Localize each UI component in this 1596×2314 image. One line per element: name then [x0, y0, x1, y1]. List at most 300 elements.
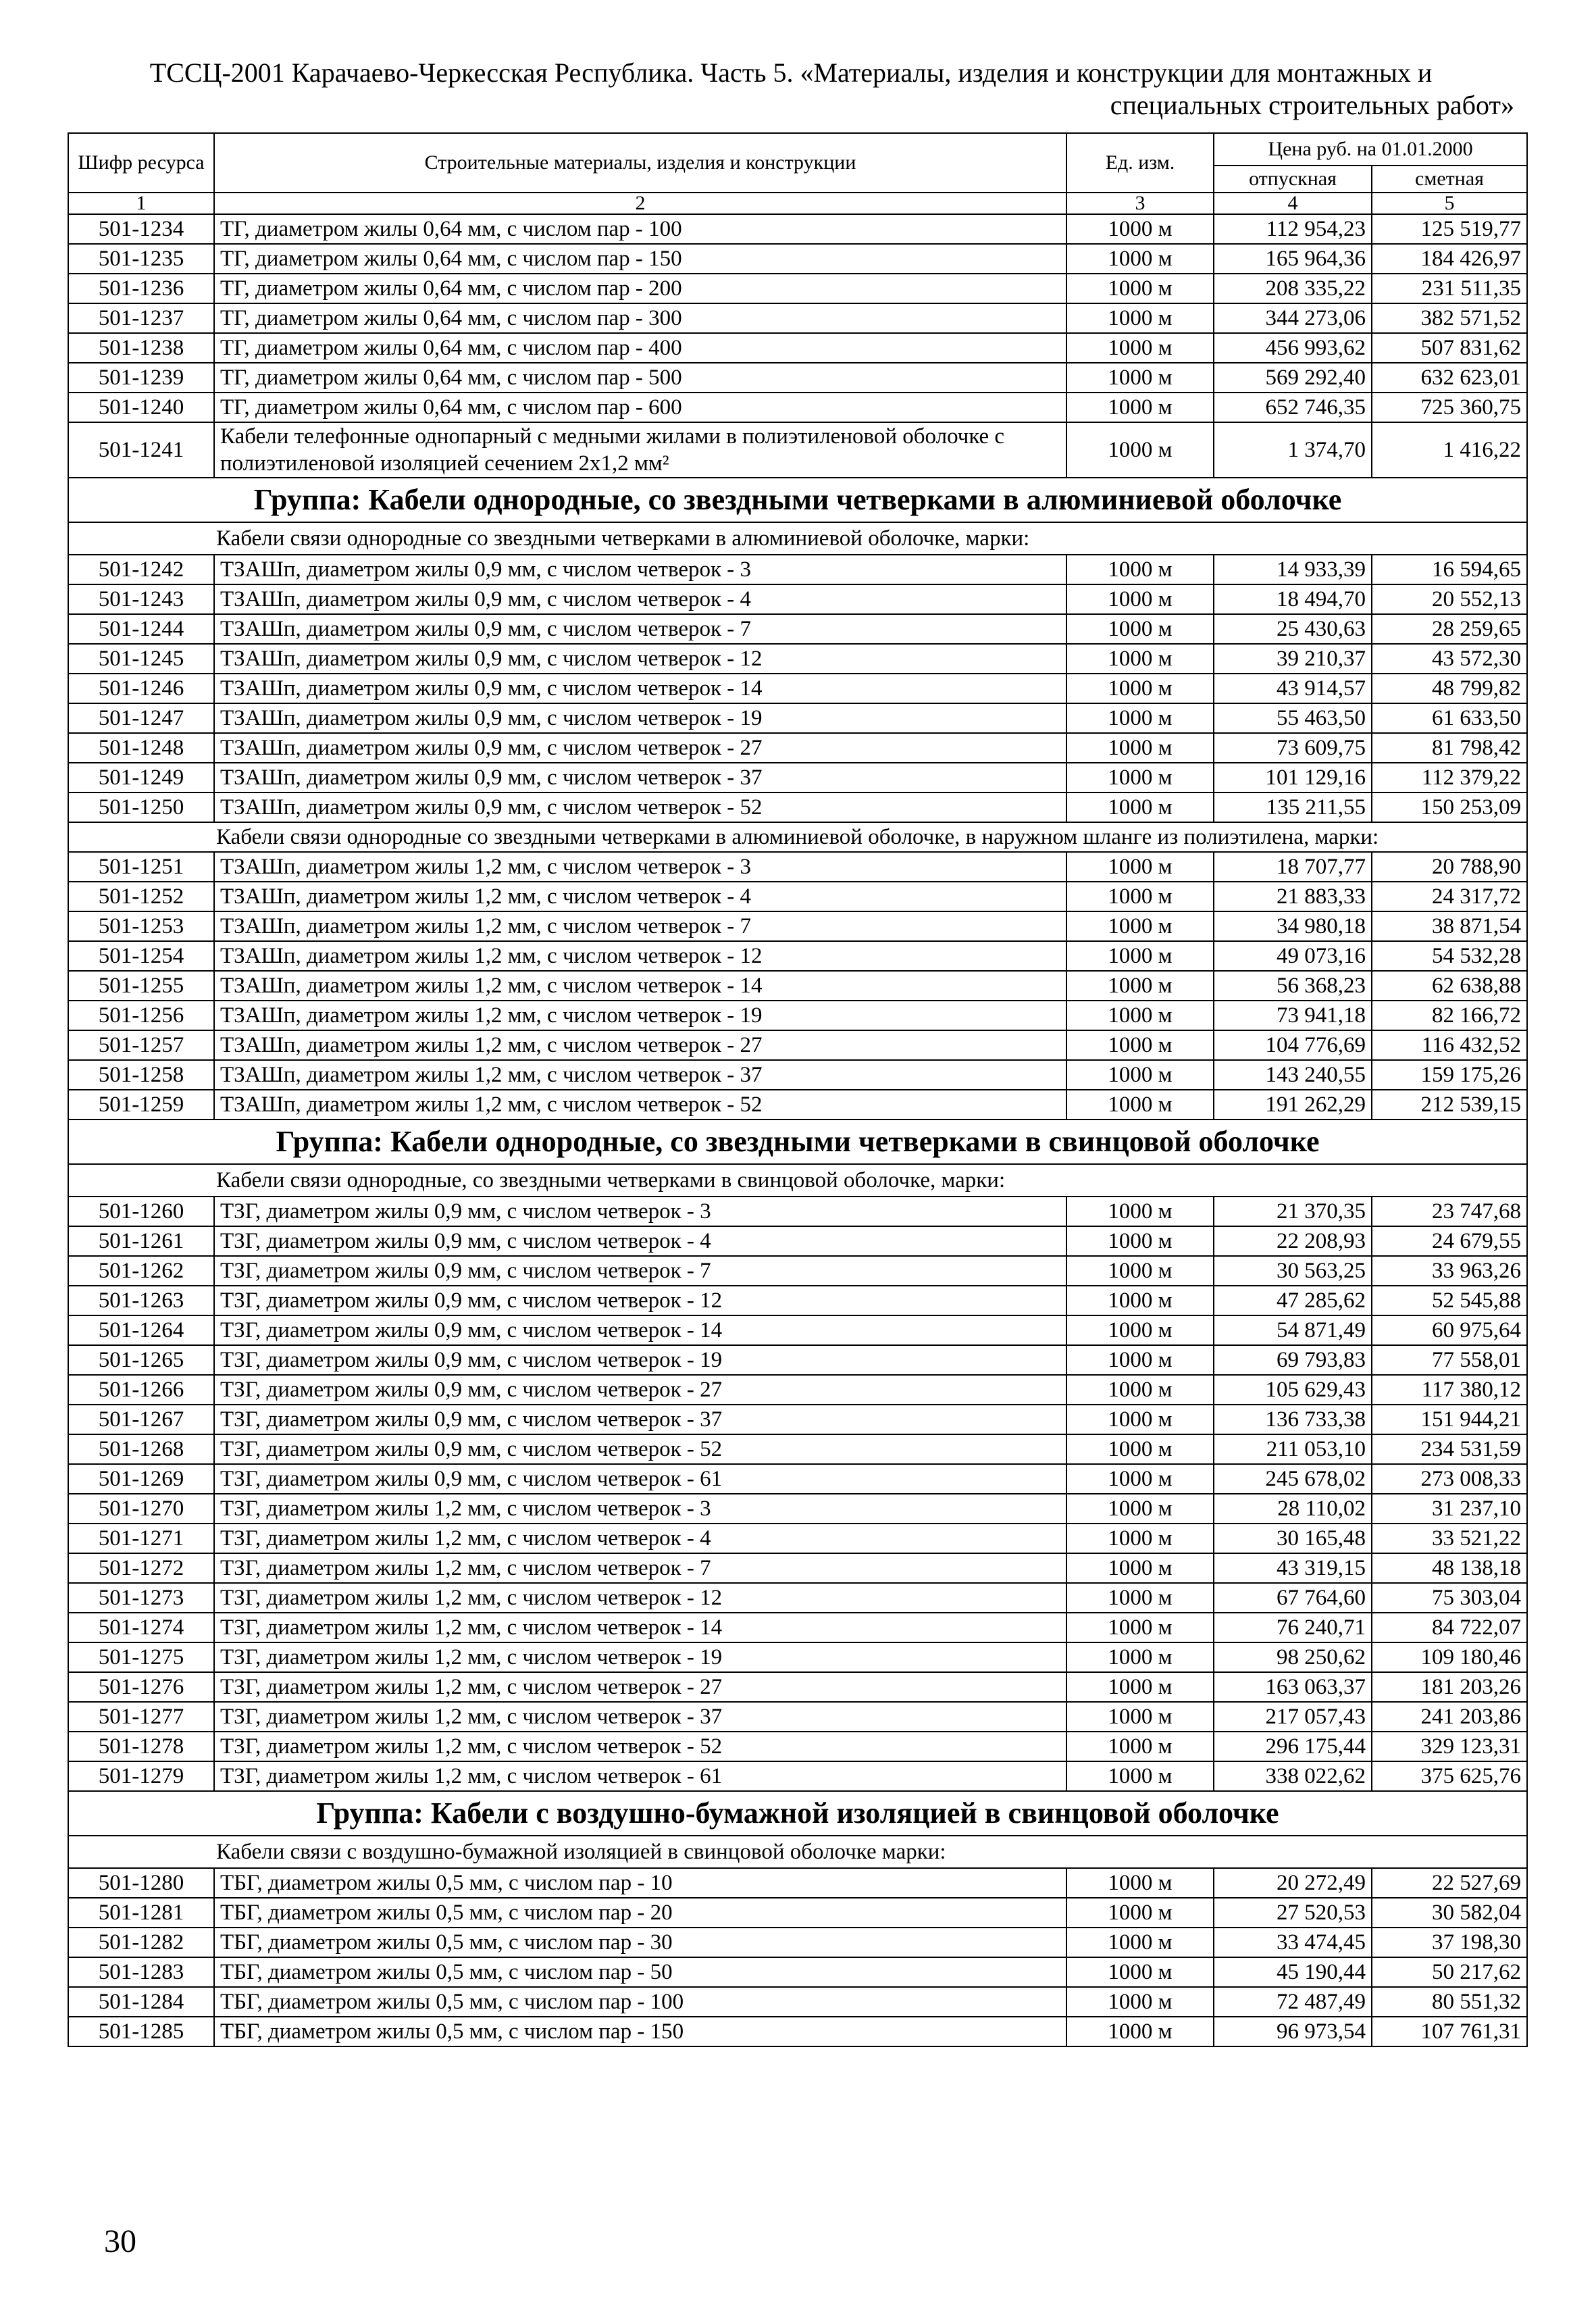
table-row	[68, 941, 1527, 971]
name-cell: ТБГ, диаметром жилы 0,5 мм, с числом пар - 150	[214, 2017, 1066, 2046]
rows-section-b	[68, 555, 1527, 822]
unit-cell: 1000 м	[1066, 763, 1214, 793]
unit-cell: 1000 м	[1066, 1928, 1214, 1957]
code-cell: 501-1248	[68, 733, 214, 763]
group-title: Группа: Кабели однородные, со звездными четверками в свинцовой оболочке	[68, 1120, 1527, 1164]
col-header-price-group: Цена руб. на 01.01.2000	[1214, 133, 1527, 166]
release-price-cell: 45 190,44	[1214, 1957, 1372, 1987]
col-header-name: Строительные материалы, изделия и конструкции	[214, 133, 1066, 193]
code-cell: 501-1283	[68, 1957, 214, 1987]
col-header-code: Шифр ресурса	[68, 133, 214, 193]
code-cell: 501-1277	[68, 1702, 214, 1732]
release-price-cell: 296 175,44	[1214, 1732, 1372, 1761]
table-row	[68, 1001, 1527, 1030]
code-cell: 501-1257	[68, 1030, 214, 1060]
name-cell: ТЗГ, диаметром жилы 0,9 мм, с числом четверок - 61	[214, 1464, 1066, 1494]
name-cell: ТЗАШп, диаметром жилы 1,2 мм, с числом четверок - 4	[214, 882, 1066, 911]
table-row	[68, 2017, 1527, 2046]
name-cell: ТЗГ, диаметром жилы 1,2 мм, с числом четверок - 4	[214, 1524, 1066, 1553]
unit-cell: 1000 м	[1066, 1315, 1214, 1345]
unit-cell: 1000 м	[1066, 703, 1214, 733]
estimate-price-cell: 125 519,77	[1372, 214, 1527, 244]
unit-cell: 1000 м	[1066, 584, 1214, 614]
table-row	[68, 644, 1527, 674]
code-cell: 501-1238	[68, 333, 214, 363]
name-cell: ТБГ, диаметром жилы 0,5 мм, с числом пар - 10	[214, 1868, 1066, 1898]
name-cell: ТЗГ, диаметром жилы 1,2 мм, с числом четверок - 52	[214, 1732, 1066, 1761]
code-cell: 501-1268	[68, 1434, 214, 1464]
estimate-price-cell: 159 175,26	[1372, 1060, 1527, 1090]
name-cell: ТЗАШп, диаметром жилы 0,9 мм, с числом четверок - 14	[214, 674, 1066, 703]
name-cell: ТЗАШп, диаметром жилы 1,2 мм, с числом четверок - 27	[214, 1030, 1066, 1060]
unit-cell: 1000 м	[1066, 1898, 1214, 1928]
release-price-cell: 56 368,23	[1214, 971, 1372, 1001]
name-cell: ТЗГ, диаметром жилы 0,9 мм, с числом четверок - 3	[214, 1197, 1066, 1226]
table-row	[68, 333, 1527, 363]
name-cell: ТЗАШп, диаметром жилы 0,9 мм, с числом четверок - 3	[214, 555, 1066, 584]
name-cell: ТЗАШп, диаметром жилы 1,2 мм, с числом четверок - 7	[214, 911, 1066, 941]
estimate-price-cell: 212 539,15	[1372, 1090, 1527, 1120]
estimate-price-cell: 241 203,86	[1372, 1702, 1527, 1732]
release-price-cell: 18 707,77	[1214, 852, 1372, 882]
code-cell: 501-1253	[68, 911, 214, 941]
release-price-cell: 43 319,15	[1214, 1553, 1372, 1583]
table-row	[68, 1434, 1527, 1464]
estimate-price-cell: 231 511,35	[1372, 274, 1527, 303]
code-cell: 501-1264	[68, 1315, 214, 1345]
code-cell: 501-1259	[68, 1090, 214, 1120]
group-3	[68, 1791, 1527, 1868]
unit-cell: 1000 м	[1066, 971, 1214, 1001]
estimate-price-cell: 632 623,01	[1372, 363, 1527, 393]
estimate-price-cell: 184 426,97	[1372, 244, 1527, 274]
code-cell: 501-1246	[68, 674, 214, 703]
table-row	[68, 1345, 1527, 1375]
table-row	[68, 1732, 1527, 1761]
group-title: Группа: Кабели с воздушно-бумажной изоляцией в свинцовой оболочке	[68, 1791, 1527, 1836]
table-row	[68, 1256, 1527, 1286]
rows-section-a	[68, 214, 1527, 478]
unit-cell: 1000 м	[1066, 1464, 1214, 1494]
unit-cell: 1000 м	[1066, 363, 1214, 393]
name-cell: ТЗАШп, диаметром жилы 1,2 мм, с числом четверок - 12	[214, 941, 1066, 971]
name-cell: ТЗАШп, диаметром жилы 1,2 мм, с числом четверок - 19	[214, 1001, 1066, 1030]
unit-cell: 1000 м	[1066, 852, 1214, 882]
unit-cell: 1000 м	[1066, 1702, 1214, 1732]
rows-section-d	[68, 1197, 1527, 1791]
name-cell: ТБГ, диаметром жилы 0,5 мм, с числом пар - 20	[214, 1898, 1066, 1928]
name-cell: ТБГ, диаметром жилы 0,5 мм, с числом пар - 50	[214, 1957, 1066, 1987]
estimate-price-cell: 80 551,32	[1372, 1987, 1527, 2017]
col-number-1: 1	[68, 193, 214, 214]
release-price-cell: 20 272,49	[1214, 1868, 1372, 1898]
table-row	[68, 1494, 1527, 1524]
estimate-price-cell: 60 975,64	[1372, 1315, 1527, 1345]
release-price-cell: 43 914,57	[1214, 674, 1372, 703]
unit-cell: 1000 м	[1066, 1732, 1214, 1761]
unit-cell: 1000 м	[1066, 274, 1214, 303]
unit-cell: 1000 м	[1066, 941, 1214, 971]
estimate-price-cell: 16 594,65	[1372, 555, 1527, 584]
release-price-cell: 30 563,25	[1214, 1256, 1372, 1286]
name-cell: Кабели телефонные однопарный с медными жилами в полиэтиленовой оболочке с полиэтиленовой изоляцией сечением 2х1,2 мм²	[214, 422, 1066, 478]
estimate-price-cell: 61 633,50	[1372, 703, 1527, 733]
release-price-cell: 208 335,22	[1214, 274, 1372, 303]
estimate-price-cell: 28 259,65	[1372, 614, 1527, 644]
release-price-cell: 73 609,75	[1214, 733, 1372, 763]
estimate-price-cell: 43 572,30	[1372, 644, 1527, 674]
name-cell: ТГ, диаметром жилы 0,64 мм, с числом пар - 150	[214, 244, 1066, 274]
estimate-price-cell: 23 747,68	[1372, 1197, 1527, 1226]
table-row	[68, 555, 1527, 584]
unit-cell: 1000 м	[1066, 911, 1214, 941]
code-cell: 501-1282	[68, 1928, 214, 1957]
code-cell: 501-1273	[68, 1583, 214, 1613]
code-cell: 501-1265	[68, 1345, 214, 1375]
table-row	[68, 1405, 1527, 1434]
subgroup-caption: Кабели связи однородные со звездными четверками в алюминиевой оболочке, марки:	[68, 522, 1527, 555]
release-price-cell: 211 053,10	[1214, 1434, 1372, 1464]
code-cell: 501-1256	[68, 1001, 214, 1030]
release-price-cell: 69 793,83	[1214, 1345, 1372, 1375]
estimate-price-cell: 38 871,54	[1372, 911, 1527, 941]
col-header-estimate: сметная	[1372, 166, 1527, 193]
unit-cell: 1000 м	[1066, 1524, 1214, 1553]
estimate-price-cell: 1 416,22	[1372, 422, 1527, 478]
release-price-cell: 143 240,55	[1214, 1060, 1372, 1090]
unit-cell: 1000 м	[1066, 214, 1214, 244]
release-price-cell: 39 210,37	[1214, 644, 1372, 674]
name-cell: ТЗГ, диаметром жилы 0,9 мм, с числом четверок - 52	[214, 1434, 1066, 1464]
page-header	[68, 57, 1514, 122]
release-price-cell: 30 165,48	[1214, 1524, 1372, 1553]
code-cell: 501-1250	[68, 793, 214, 822]
release-price-cell: 96 973,54	[1214, 2017, 1372, 2046]
table-row	[68, 274, 1527, 303]
release-price-cell: 67 764,60	[1214, 1583, 1372, 1613]
release-price-cell: 27 520,53	[1214, 1898, 1372, 1928]
unit-cell: 1000 м	[1066, 1405, 1214, 1434]
col-number-3: 3	[1066, 193, 1214, 214]
estimate-price-cell: 150 253,09	[1372, 793, 1527, 822]
group-1-subsection	[68, 822, 1527, 852]
release-price-cell: 21 883,33	[1214, 882, 1372, 911]
table-row	[68, 1286, 1527, 1315]
name-cell: ТЗАШп, диаметром жилы 1,2 мм, с числом четверок - 52	[214, 1090, 1066, 1120]
code-cell: 501-1263	[68, 1286, 214, 1315]
unit-cell: 1000 м	[1066, 1868, 1214, 1898]
estimate-price-cell: 107 761,31	[1372, 2017, 1527, 2046]
table-row	[68, 674, 1527, 703]
release-price-cell: 652 746,35	[1214, 393, 1372, 422]
unit-cell: 1000 м	[1066, 393, 1214, 422]
unit-cell: 1000 м	[1066, 1030, 1214, 1060]
table-row	[68, 1030, 1527, 1060]
estimate-price-cell: 507 831,62	[1372, 333, 1527, 363]
table-row	[68, 852, 1527, 882]
estimate-price-cell: 725 360,75	[1372, 393, 1527, 422]
release-price-cell: 1 374,70	[1214, 422, 1372, 478]
code-cell: 501-1236	[68, 274, 214, 303]
release-price-cell: 112 954,23	[1214, 214, 1372, 244]
price-table	[68, 132, 1528, 2047]
estimate-price-cell: 112 379,22	[1372, 763, 1527, 793]
estimate-price-cell: 22 527,69	[1372, 1868, 1527, 1898]
rows-section-e	[68, 1868, 1527, 2046]
estimate-price-cell: 375 625,76	[1372, 1761, 1527, 1791]
unit-cell: 1000 м	[1066, 882, 1214, 911]
table-row	[68, 214, 1527, 244]
table-row	[68, 1464, 1527, 1494]
table-row	[68, 1524, 1527, 1553]
estimate-price-cell: 52 545,88	[1372, 1286, 1527, 1315]
table-row	[68, 1315, 1527, 1345]
code-cell: 501-1258	[68, 1060, 214, 1090]
name-cell: ТБГ, диаметром жилы 0,5 мм, с числом пар - 30	[214, 1928, 1066, 1957]
subgroup-caption: Кабели связи однородные со звездными четверками в алюминиевой оболочке, в наружном шланге из полиэтилена, марки:	[68, 822, 1527, 852]
estimate-price-cell: 30 582,04	[1372, 1898, 1527, 1928]
code-cell: 501-1240	[68, 393, 214, 422]
name-cell: ТЗГ, диаметром жилы 1,2 мм, с числом четверок - 12	[214, 1583, 1066, 1613]
table-row	[68, 1553, 1527, 1583]
name-cell: ТЗГ, диаметром жилы 0,9 мм, с числом четверок - 7	[214, 1256, 1066, 1286]
release-price-cell: 28 110,02	[1214, 1494, 1372, 1524]
release-price-cell: 135 211,55	[1214, 793, 1372, 822]
table-row	[68, 1987, 1527, 2017]
unit-cell: 1000 м	[1066, 303, 1214, 333]
table-row	[68, 793, 1527, 822]
table-row	[68, 1197, 1527, 1226]
code-cell: 501-1274	[68, 1613, 214, 1642]
release-price-cell: 344 273,06	[1214, 303, 1372, 333]
table-row	[68, 1090, 1527, 1120]
name-cell: ТГ, диаметром жилы 0,64 мм, с числом пар - 600	[214, 393, 1066, 422]
estimate-price-cell: 382 571,52	[1372, 303, 1527, 333]
table-row	[68, 1928, 1527, 1957]
release-price-cell: 163 063,37	[1214, 1672, 1372, 1702]
estimate-price-cell: 109 180,46	[1372, 1642, 1527, 1672]
code-cell: 501-1270	[68, 1494, 214, 1524]
name-cell: ТЗГ, диаметром жилы 0,9 мм, с числом четверок - 4	[214, 1226, 1066, 1256]
table-row	[68, 1761, 1527, 1791]
unit-cell: 1000 м	[1066, 1090, 1214, 1120]
estimate-price-cell: 24 317,72	[1372, 882, 1527, 911]
col-number-2: 2	[214, 193, 1066, 214]
table-row	[68, 763, 1527, 793]
estimate-price-cell: 48 799,82	[1372, 674, 1527, 703]
table-row	[68, 1898, 1527, 1928]
name-cell: ТЗАШп, диаметром жилы 1,2 мм, с числом четверок - 14	[214, 971, 1066, 1001]
page-number: 30	[104, 2223, 136, 2259]
release-price-cell: 217 057,43	[1214, 1702, 1372, 1732]
code-cell: 501-1237	[68, 303, 214, 333]
release-price-cell: 73 941,18	[1214, 1001, 1372, 1030]
estimate-price-cell: 50 217,62	[1372, 1957, 1527, 1987]
unit-cell: 1000 м	[1066, 1553, 1214, 1583]
unit-cell: 1000 м	[1066, 422, 1214, 478]
table-row	[68, 393, 1527, 422]
table-row	[68, 1613, 1527, 1642]
unit-cell: 1000 м	[1066, 1957, 1214, 1987]
name-cell: ТЗГ, диаметром жилы 0,9 мм, с числом четверок - 37	[214, 1405, 1066, 1434]
estimate-price-cell: 20 788,90	[1372, 852, 1527, 882]
unit-cell: 1000 м	[1066, 1001, 1214, 1030]
code-cell: 501-1280	[68, 1868, 214, 1898]
release-price-cell: 33 474,45	[1214, 1928, 1372, 1957]
estimate-price-cell: 116 432,52	[1372, 1030, 1527, 1060]
table-row	[68, 1583, 1527, 1613]
release-price-cell: 105 629,43	[1214, 1375, 1372, 1405]
release-price-cell: 54 871,49	[1214, 1315, 1372, 1345]
estimate-price-cell: 62 638,88	[1372, 971, 1527, 1001]
estimate-price-cell: 37 198,30	[1372, 1928, 1527, 1957]
subgroup-caption: Кабели связи с воздушно-бумажной изоляцией в свинцовой оболочке марки:	[68, 1836, 1527, 1868]
col-number-4: 4	[1214, 193, 1372, 214]
table-row	[68, 584, 1527, 614]
estimate-price-cell: 81 798,42	[1372, 733, 1527, 763]
unit-cell: 1000 м	[1066, 1286, 1214, 1315]
col-header-unit: Ед. изм.	[1066, 133, 1214, 193]
name-cell: ТЗГ, диаметром жилы 0,9 мм, с числом четверок - 27	[214, 1375, 1066, 1405]
header-title-line1: ТССЦ-2001 Карачаево-Черкесская Республика. Часть 5. «Материалы, изделия и конструкции для монтажных и	[149, 57, 1433, 88]
code-cell: 501-1245	[68, 644, 214, 674]
name-cell: ТЗАШп, диаметром жилы 1,2 мм, с числом четверок - 3	[214, 852, 1066, 882]
unit-cell: 1000 м	[1066, 793, 1214, 822]
release-price-cell: 98 250,62	[1214, 1642, 1372, 1672]
table-row	[68, 363, 1527, 393]
release-price-cell: 34 980,18	[1214, 911, 1372, 941]
table-row	[68, 1868, 1527, 1898]
table-row	[68, 614, 1527, 644]
name-cell: ТЗГ, диаметром жилы 0,9 мм, с числом четверок - 14	[214, 1315, 1066, 1345]
group-title: Группа: Кабели однородные, со звездными четверками в алюминиевой оболочке	[68, 478, 1527, 522]
name-cell: ТЗГ, диаметром жилы 1,2 мм, с числом четверок - 14	[214, 1613, 1066, 1642]
estimate-price-cell: 181 203,26	[1372, 1672, 1527, 1702]
table-row	[68, 244, 1527, 274]
release-price-cell: 456 993,62	[1214, 333, 1372, 363]
code-cell: 501-1254	[68, 941, 214, 971]
table-row	[68, 1375, 1527, 1405]
unit-cell: 1000 м	[1066, 1642, 1214, 1672]
unit-cell: 1000 м	[1066, 333, 1214, 363]
estimate-price-cell: 31 237,10	[1372, 1494, 1527, 1524]
name-cell: ТЗГ, диаметром жилы 1,2 мм, с числом четверок - 27	[214, 1672, 1066, 1702]
table-row	[68, 1957, 1527, 1987]
code-cell: 501-1252	[68, 882, 214, 911]
code-cell: 501-1275	[68, 1642, 214, 1672]
name-cell: ТЗАШп, диаметром жилы 0,9 мм, с числом четверок - 4	[214, 584, 1066, 614]
name-cell: ТГ, диаметром жилы 0,64 мм, с числом пар - 400	[214, 333, 1066, 363]
unit-cell: 1000 м	[1066, 1434, 1214, 1464]
unit-cell: 1000 м	[1066, 1256, 1214, 1286]
release-price-cell: 136 733,38	[1214, 1405, 1372, 1434]
release-price-cell: 245 678,02	[1214, 1464, 1372, 1494]
unit-cell: 1000 м	[1066, 1375, 1214, 1405]
name-cell: ТБГ, диаметром жилы 0,5 мм, с числом пар - 100	[214, 1987, 1066, 2017]
name-cell: ТЗГ, диаметром жилы 0,9 мм, с числом четверок - 19	[214, 1345, 1066, 1375]
table-row	[68, 303, 1527, 333]
code-cell: 501-1234	[68, 214, 214, 244]
rows-section-c	[68, 852, 1527, 1120]
estimate-price-cell: 20 552,13	[1372, 584, 1527, 614]
estimate-price-cell: 234 531,59	[1372, 1434, 1527, 1464]
code-cell: 501-1239	[68, 363, 214, 393]
table-row	[68, 1642, 1527, 1672]
estimate-price-cell: 54 532,28	[1372, 941, 1527, 971]
release-price-cell: 338 022,62	[1214, 1761, 1372, 1791]
table-row	[68, 1060, 1527, 1090]
code-cell: 501-1251	[68, 852, 214, 882]
unit-cell: 1000 м	[1066, 1583, 1214, 1613]
release-price-cell: 14 933,39	[1214, 555, 1372, 584]
release-price-cell: 72 487,49	[1214, 1987, 1372, 2017]
table-row	[68, 1226, 1527, 1256]
estimate-price-cell: 273 008,33	[1372, 1464, 1527, 1494]
code-cell: 501-1266	[68, 1375, 214, 1405]
name-cell: ТГ, диаметром жилы 0,64 мм, с числом пар - 200	[214, 274, 1066, 303]
name-cell: ТГ, диаметром жилы 0,64 мм, с числом пар - 500	[214, 363, 1066, 393]
code-cell: 501-1279	[68, 1761, 214, 1791]
name-cell: ТЗГ, диаметром жилы 1,2 мм, с числом четверок - 61	[214, 1761, 1066, 1791]
code-cell: 501-1284	[68, 1987, 214, 2017]
code-cell: 501-1255	[68, 971, 214, 1001]
name-cell: ТЗАШп, диаметром жилы 0,9 мм, с числом четверок - 12	[214, 644, 1066, 674]
name-cell: ТЗГ, диаметром жилы 1,2 мм, с числом четверок - 7	[214, 1553, 1066, 1583]
estimate-price-cell: 84 722,07	[1372, 1613, 1527, 1642]
table-row	[68, 733, 1527, 763]
col-header-release: отпускная	[1214, 166, 1372, 193]
unit-cell: 1000 м	[1066, 1197, 1214, 1226]
code-cell: 501-1249	[68, 763, 214, 793]
unit-cell: 1000 м	[1066, 1060, 1214, 1090]
estimate-price-cell: 82 166,72	[1372, 1001, 1527, 1030]
unit-cell: 1000 м	[1066, 674, 1214, 703]
unit-cell: 1000 м	[1066, 1987, 1214, 2017]
release-price-cell: 76 240,71	[1214, 1613, 1372, 1642]
name-cell: ТЗАШп, диаметром жилы 1,2 мм, с числом четверок - 37	[214, 1060, 1066, 1090]
code-cell: 501-1241	[68, 422, 214, 478]
table-row	[68, 703, 1527, 733]
name-cell: ТЗАШп, диаметром жилы 0,9 мм, с числом четверок - 19	[214, 703, 1066, 733]
estimate-price-cell: 75 303,04	[1372, 1583, 1527, 1613]
table-row	[68, 422, 1527, 478]
code-cell: 501-1244	[68, 614, 214, 644]
release-price-cell: 18 494,70	[1214, 584, 1372, 614]
table-row	[68, 882, 1527, 911]
code-cell: 501-1269	[68, 1464, 214, 1494]
unit-cell: 1000 м	[1066, 1345, 1214, 1375]
name-cell: ТЗАШп, диаметром жилы 0,9 мм, с числом четверок - 37	[214, 763, 1066, 793]
unit-cell: 1000 м	[1066, 2017, 1214, 2046]
release-price-cell: 191 262,29	[1214, 1090, 1372, 1120]
group-1	[68, 478, 1527, 555]
table-row	[68, 971, 1527, 1001]
release-price-cell: 165 964,36	[1214, 244, 1372, 274]
release-price-cell: 21 370,35	[1214, 1197, 1372, 1226]
name-cell: ТЗАШп, диаметром жилы 0,9 мм, с числом четверок - 27	[214, 733, 1066, 763]
release-price-cell: 101 129,16	[1214, 763, 1372, 793]
code-cell: 501-1261	[68, 1226, 214, 1256]
unit-cell: 1000 м	[1066, 555, 1214, 584]
code-cell: 501-1260	[68, 1197, 214, 1226]
release-price-cell: 55 463,50	[1214, 703, 1372, 733]
release-price-cell: 47 285,62	[1214, 1286, 1372, 1315]
name-cell: ТЗГ, диаметром жилы 1,2 мм, с числом четверок - 37	[214, 1702, 1066, 1732]
estimate-price-cell: 48 138,18	[1372, 1553, 1527, 1583]
release-price-cell: 49 073,16	[1214, 941, 1372, 971]
group-2	[68, 1120, 1527, 1197]
name-cell: ТГ, диаметром жилы 0,64 мм, с числом пар - 100	[214, 214, 1066, 244]
